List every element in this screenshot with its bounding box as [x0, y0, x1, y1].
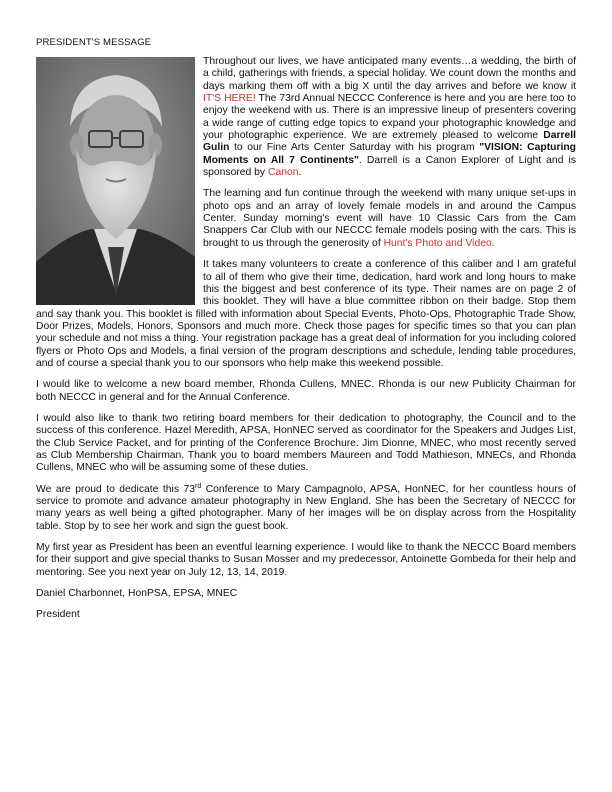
text-segment: . — [298, 167, 302, 179]
signature-name: Daniel Charbonnet, HonPSA, EPSA, MNEC — [36, 588, 238, 600]
text-segment: to our Fine Arts Center Saturday with his program — [229, 142, 480, 154]
text-segment: Throughout our lives, we have anticipated many events…a wedding, the birth of a child, gatherings with friends, a special holiday. We count down the months and days marking them off with a big X until the day arrives and before we know it — [203, 56, 576, 92]
superscript: rd — [194, 482, 202, 490]
paragraph-retiring-members: I would also like to thank two retiring board members for their dedication to photography, the Council and to the success of this conference. Hazel Meredith, APSA, HonNEC served as coordinator for the Speakers and Judges List, the Club Service Packet, and for printing of the Conference Brochure. Jim Dionne, MNEC, who most recently served as Club Membership Chairman. Thank you to board members Maureen and Todd Mathieson, MNECs, and Rhonda Cullens, MNEC who will be assuming some of these duties. — [36, 412, 576, 474]
paragraph-dedication — [36, 484, 576, 533]
paragraph-closing: My first year as President has been an eventful learning experience. I would like to thank the NECCC Board members for their support and give special thanks to Susan Mosser and my predecessor, Antoinette Gombeda for their help and mentoring. See you next year on July 12, 13, 14, 2019. — [36, 542, 576, 578]
program-title: "VISION: Capturing Moments on All 7 Continents" — [203, 142, 577, 166]
text-segment: . Darrell is a Canon Explorer of Light and is sponsored by — [203, 154, 576, 179]
text-segment: We are proud to dedicate this 73 — [36, 483, 195, 495]
text-segment: The learning and fun continue through the weekend with many unique set-ups in photo ops and an array of lovely female models in and around the Campus Center. Sunday morning's event will have 10 Classic Cars from the Cam Snappers Car Club with our NECCC female models posing with the cars. This is brought to us through the generosity of — [203, 188, 576, 249]
message-body — [36, 56, 576, 631]
photo-spacer — [36, 56, 203, 306]
text-segment: The 73rd Annual NECCC Conference is here and you are here too to enjoy the weekend with us. There is an impressive lineup of presenters covering a wide range of cutting edge topics to expand your photographic knowledge and your photographic experience. We are extremely pleased to welcome — [203, 93, 576, 142]
paragraph-new-board-member: I would like to welcome a new board member, Rhonda Cullens, MNEC. Rhonda is our new Publicity Chairman for both NECCC in general and for the Annual Conference. — [36, 379, 576, 403]
page-heading: PRESIDENT'S MESSAGE — [36, 37, 152, 48]
signature-title: President — [36, 609, 80, 621]
text-segment: Conference to Mary Campagnolo, APSA, HonNEC, for her countless hours of service to promote and advance amateur photography in New England. She has been the Secretary of NECCC for many years as well being a gifted photographer. Many of her images will be on display across from the Hospitality table. Stop by to see her work and sign the guest book. — [36, 483, 576, 532]
sponsor-canon: Canon — [267, 167, 299, 179]
sponsor-hunts: Hunt's Photo and Video. — [383, 237, 495, 249]
highlight-text: IT'S HERE! — [203, 93, 256, 105]
paragraph-volunteers: It takes many volunteers to create a conference of this caliber and I am grateful to all of them who give their time, dedication, hard work and long hours to make this the biggest and best conference of its type. Their names are on page 2 of this booklet. They will have a blue committee ribbon on their badge. Stop them and say thank you. This booklet is filled with information about Special Events, Photo-Ops, Photographic Trade Show, Door Prizes, Models, Honors, Sponsors and much more. Check those pages for specific times so that you can plan your schedule and not miss a thing. Your registration package has a great deal of information for you including colored flyers or Photo Ops and Models, a final version of the program descriptions and schedule, lending table procedures, and of course a special thank you to our sponsors who help make this weekend possible. — [36, 259, 576, 369]
speaker-name: Darrell Gulin — [203, 130, 576, 154]
